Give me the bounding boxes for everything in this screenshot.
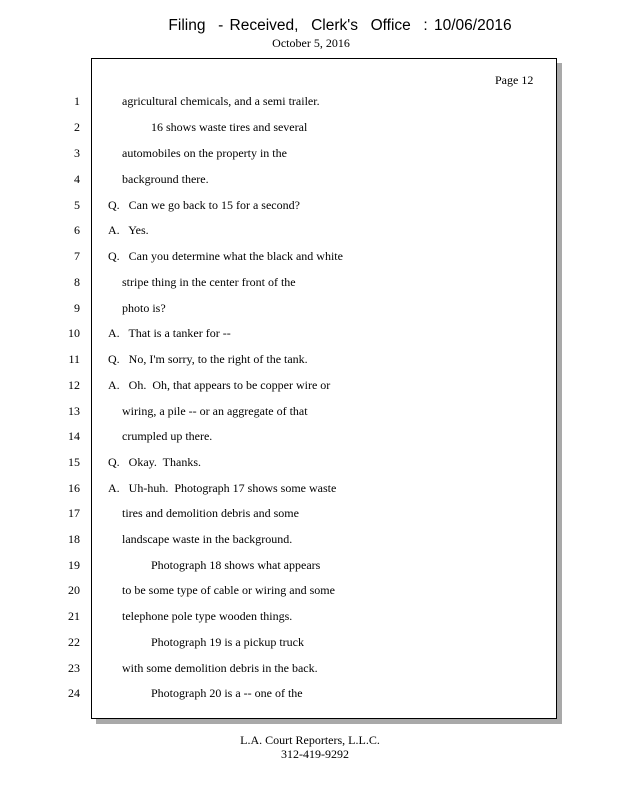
line-text: Q. Okay. Thanks.: [108, 455, 201, 469]
transcript-line: [0, 120, 618, 138]
transcript-line: [0, 532, 618, 550]
court-reporter-name: L.A. Court Reporters, L.L.C.: [240, 733, 380, 747]
line-number: 18: [68, 532, 80, 546]
transcript-line: [0, 429, 618, 447]
transcript-line: [0, 635, 618, 653]
page-number: Page 12: [495, 73, 534, 87]
transcript-line: [0, 404, 618, 422]
line-number: 14: [68, 429, 80, 443]
line-number: 1: [74, 94, 80, 108]
transcript-line: [0, 609, 618, 627]
line-text: tires and demolition debris and some: [122, 506, 299, 520]
line-text: Q. Can we go back to 15 for a second?: [108, 198, 300, 212]
line-text: Q. No, I'm sorry, to the right of the tank.: [108, 352, 308, 366]
line-number: 16: [68, 481, 80, 495]
line-text: with some demolition debris in the back.: [122, 661, 318, 675]
line-number: 12: [68, 378, 80, 392]
line-text: A. Yes.: [108, 223, 149, 237]
line-text: landscape waste in the background.: [122, 532, 293, 546]
line-text: background there.: [122, 172, 209, 186]
line-text: wiring, a pile -- or an aggregate of that: [122, 404, 308, 418]
line-text: 16 shows waste tires and several: [151, 120, 308, 134]
line-number: 22: [68, 635, 80, 649]
line-number: 23: [68, 661, 80, 675]
transcript-line: [0, 94, 618, 112]
line-number: 21: [68, 609, 80, 623]
transcript-line: [0, 661, 618, 679]
line-text: telephone pole type wooden things.: [122, 609, 293, 623]
transcript-date: October 5, 2016: [272, 36, 350, 50]
transcript-line: [0, 223, 618, 241]
transcript-line: [0, 172, 618, 190]
transcript-line: [0, 558, 618, 576]
line-text: A. Uh-huh. Photograph 17 shows some waste: [108, 481, 337, 495]
line-number: 6: [74, 223, 80, 237]
filing-stamp: Filing - Received, Clerk's Office : 10/06/2016: [168, 17, 512, 34]
line-text: crumpled up there.: [122, 429, 213, 443]
line-text: photo is?: [122, 301, 166, 315]
line-number: 24: [68, 686, 80, 700]
line-text: A. That is a tanker for --: [108, 326, 231, 340]
transcript-line: [0, 686, 618, 704]
line-number: 9: [74, 301, 80, 315]
line-text: automobiles on the property in the: [122, 146, 287, 160]
transcript-line: [0, 378, 618, 396]
court-reporter-phone: 312-419-9292: [281, 747, 349, 761]
transcript-line: [0, 146, 618, 164]
line-number: 17: [68, 506, 80, 520]
line-number: 10: [68, 326, 80, 340]
transcript-line: [0, 249, 618, 267]
line-number: 7: [74, 249, 80, 263]
line-number: 20: [68, 583, 80, 597]
transcript-line: [0, 481, 618, 499]
transcript-line: [0, 352, 618, 370]
transcript-line: [0, 275, 618, 293]
transcript-line: [0, 583, 618, 601]
line-number: 2: [74, 120, 80, 134]
line-text: agricultural chemicals, and a semi trailer.: [122, 94, 320, 108]
line-text: Photograph 20 is a -- one of the: [151, 686, 303, 700]
line-number: 11: [68, 352, 80, 366]
line-number: 15: [68, 455, 80, 469]
line-number: 19: [68, 558, 80, 572]
line-text: stripe thing in the center front of the: [122, 275, 296, 289]
transcript-line: [0, 455, 618, 473]
line-text: to be some type of cable or wiring and some: [122, 583, 335, 597]
line-number: 5: [74, 198, 80, 212]
line-number: 13: [68, 404, 80, 418]
transcript-line: [0, 198, 618, 216]
line-number: 8: [74, 275, 80, 289]
line-text: Photograph 18 shows what appears: [151, 558, 321, 572]
line-text: A. Oh. Oh, that appears to be copper wire or: [108, 378, 331, 392]
line-number: 4: [74, 172, 80, 186]
transcript-line: [0, 301, 618, 319]
transcript-line: [0, 326, 618, 344]
line-text: Photograph 19 is a pickup truck: [151, 635, 304, 649]
line-text: Q. Can you determine what the black and white: [108, 249, 343, 263]
line-number: 3: [74, 146, 80, 160]
transcript-line: [0, 506, 618, 524]
